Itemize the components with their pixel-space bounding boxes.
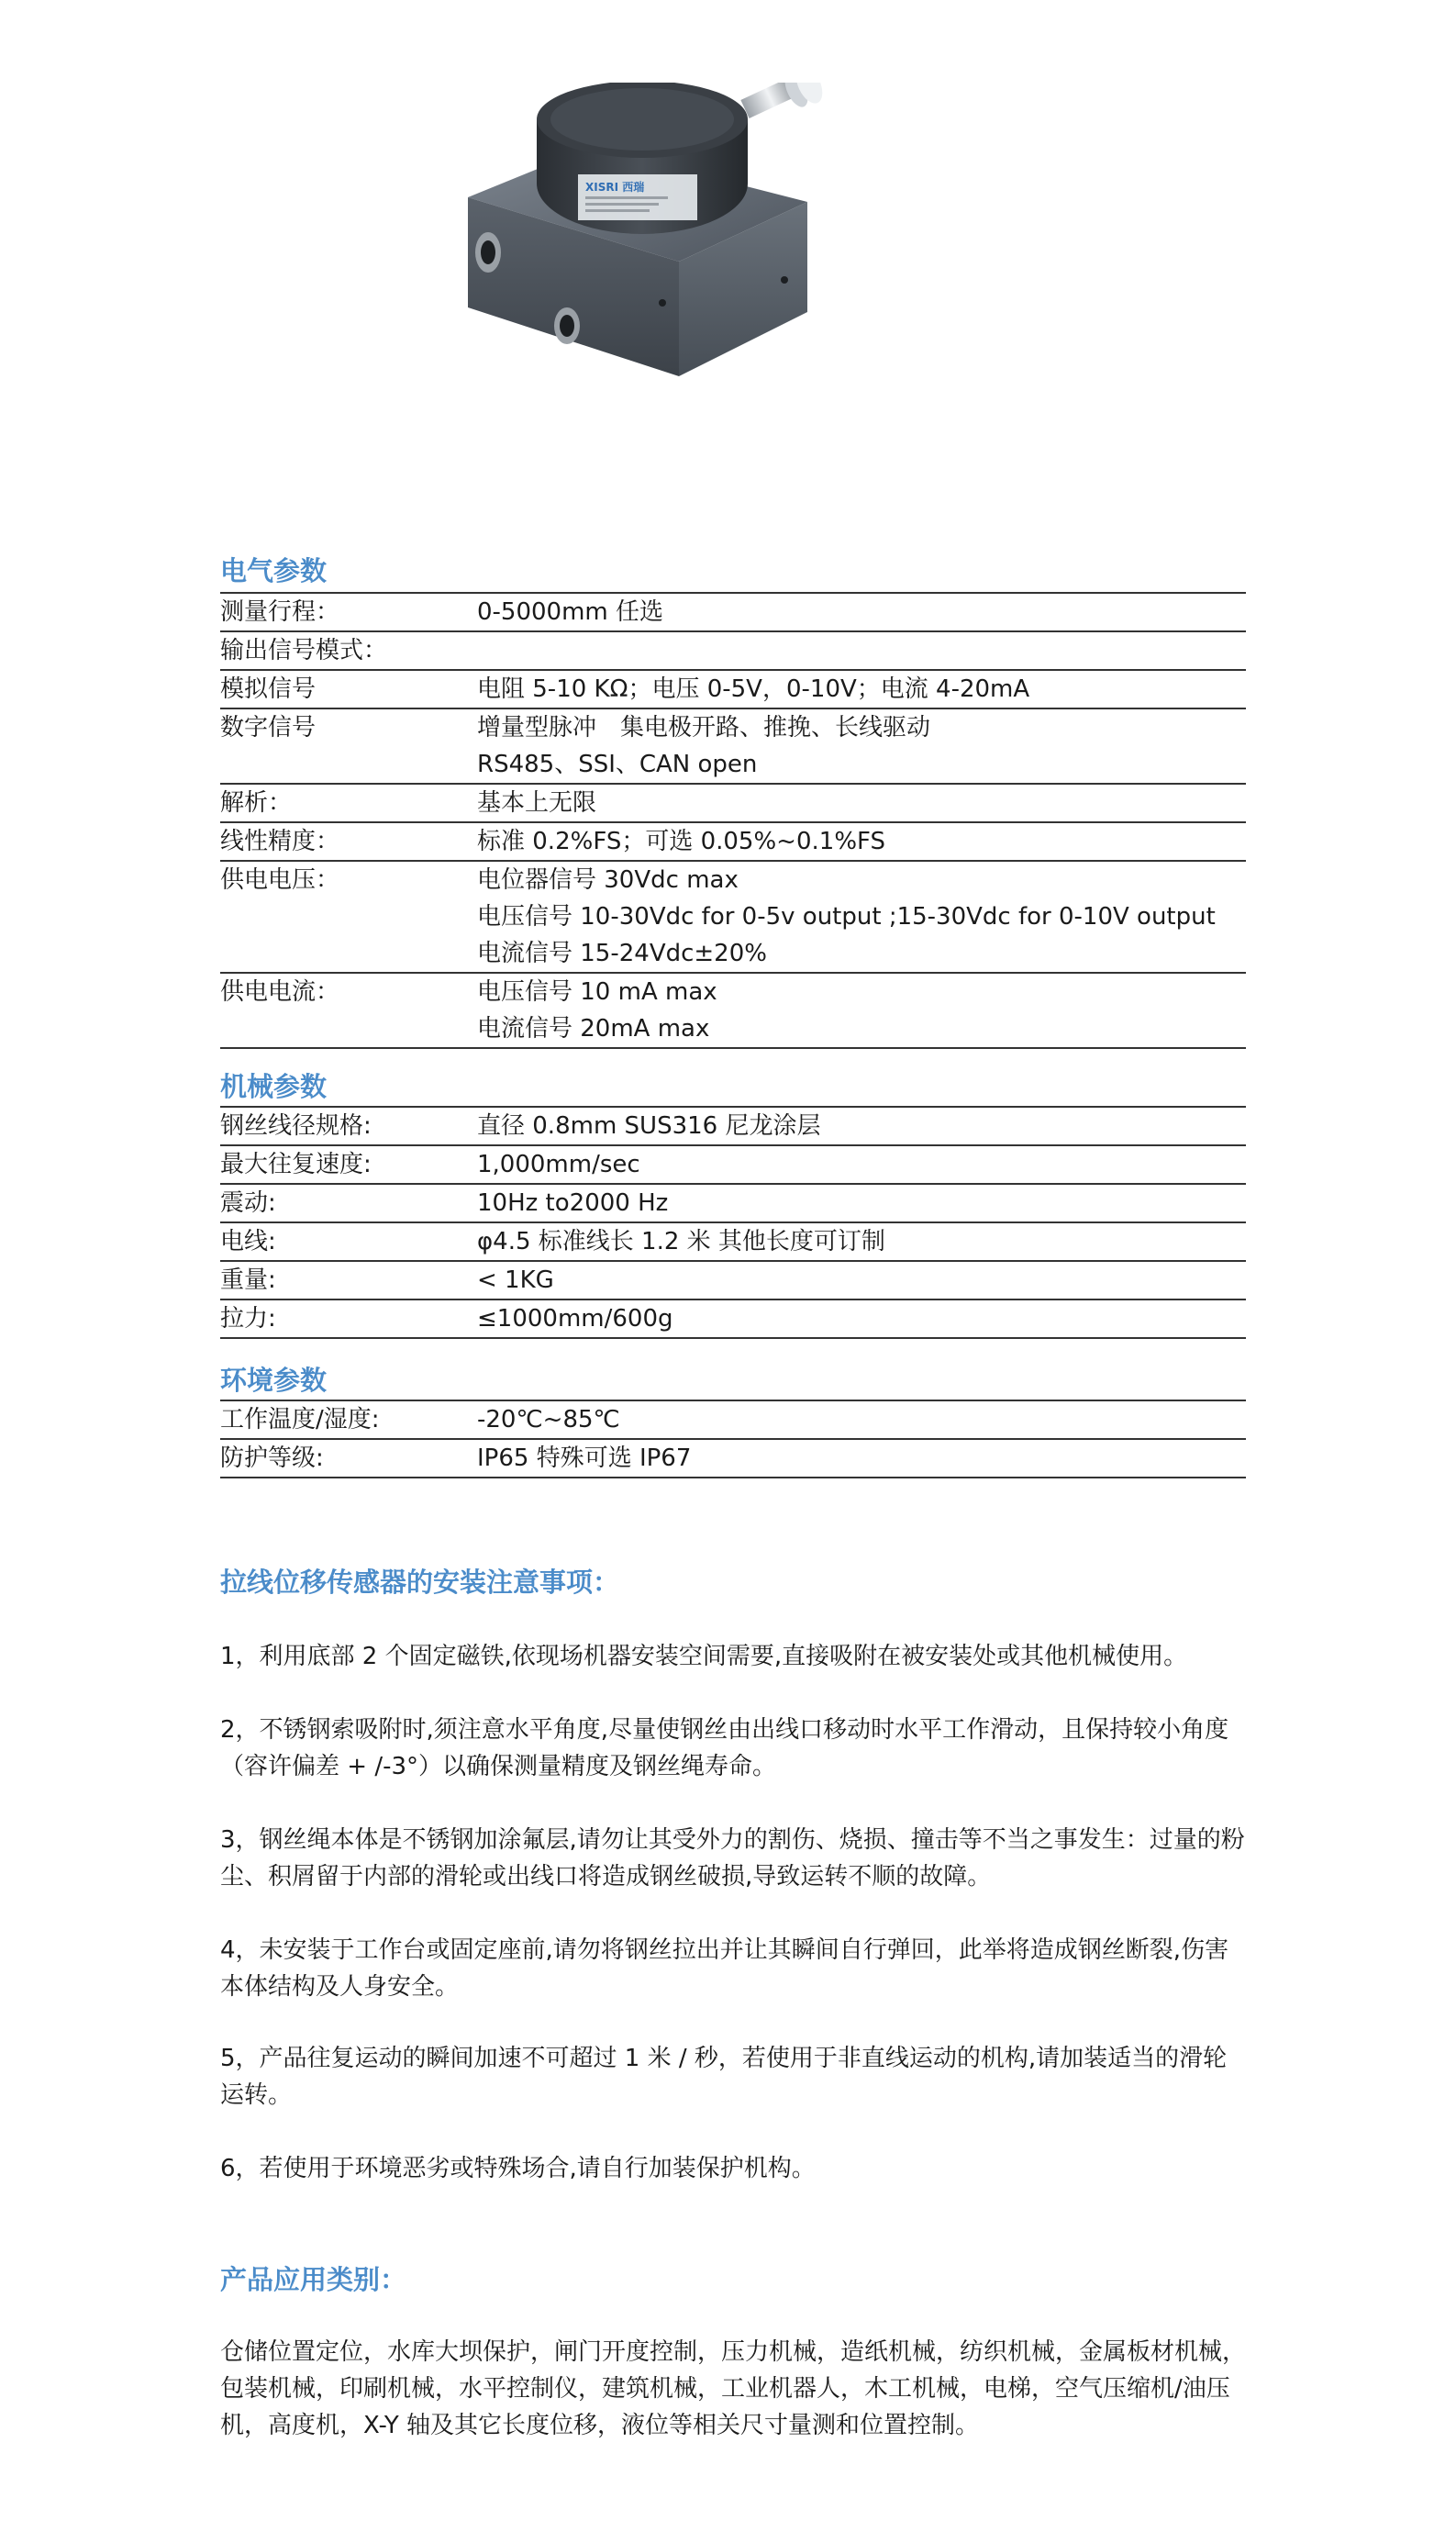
spec-key: 数字信号 — [220, 714, 317, 742]
spec-row — [220, 784, 1246, 822]
spec-value-line: -20℃~85℃ — [477, 1406, 620, 1433]
spec-row — [220, 631, 1246, 670]
spec-row — [220, 1261, 1246, 1299]
spec-row — [220, 1299, 1246, 1338]
install-item: 5，产品往复运动的瞬间加速不可超过 1 米 / 秒，若使用于非直线运动的机构,请加装适当的滑轮运转。 — [220, 2045, 1228, 2109]
spec-value-line: RS485、SSI、CAN open — [477, 751, 758, 778]
spec-key: 模拟信号 — [220, 675, 317, 703]
spec-value-line: 基本上无限 — [477, 789, 597, 817]
spec-value — [477, 708, 1246, 784]
spec-value-line: 电压信号 10 mA max — [477, 978, 717, 1006]
spec-value-line: 0-5000mm 任选 — [477, 598, 664, 626]
spec-key: 解析： — [220, 789, 293, 817]
spec-value-line: 电阻 5-10 KΩ；电压 0-5V，0-10V；电流 4-20mA — [477, 675, 1030, 703]
spec-value — [477, 1184, 1246, 1222]
spec-row — [220, 708, 1246, 784]
spec-value-line: < 1KG — [477, 1266, 554, 1294]
spec-value — [477, 1107, 1246, 1145]
mechanical-title: 机械参数 — [220, 1071, 328, 1102]
spec-value — [477, 1261, 1246, 1299]
spec-value — [477, 973, 1246, 1048]
spec-value — [477, 1299, 1246, 1338]
spec-value-line: ≤1000mm/600g — [477, 1305, 673, 1333]
spec-key: 重量: — [220, 1266, 276, 1294]
electrical-table — [220, 592, 1246, 1049]
spec-value — [477, 1222, 1246, 1261]
spec-key: 工作温度/湿度: — [220, 1406, 380, 1433]
spec-value — [477, 822, 1246, 861]
install-item: 3，钢丝绳本体是不锈钢加涂氟层,请勿让其受外力的割伤、烧损、撞击等不当之事发生：过量的粉尘、积屑留于内部的滑轮或出线口将造成钢丝破损,导致运转不顺的故障。 — [220, 1826, 1245, 1891]
mechanical-table — [220, 1106, 1246, 1339]
spec-key: 供电电流： — [220, 978, 340, 1006]
spec-key: 供电电压： — [220, 866, 340, 894]
install-item: 6，若使用于环境恶劣或特殊场合,请自行加装保护机构。 — [220, 2155, 816, 2182]
spec-value — [477, 861, 1246, 973]
spec-value — [477, 1400, 1246, 1439]
spec-key: 电线: — [220, 1228, 276, 1255]
spec-value-line: 1,000mm/sec — [477, 1151, 640, 1178]
spec-row — [220, 1222, 1246, 1261]
spec-value — [477, 670, 1246, 708]
spec-value-line: 电压信号 10-30Vdc for 0-5v output ;15-30Vdc for 0-10V output — [477, 903, 1216, 931]
spec-value-line: 标准 0.2%FS；可选 0.05%~0.1%FS — [477, 828, 886, 855]
environment-title: 环境参数 — [220, 1365, 328, 1396]
spec-key: 线性精度： — [220, 828, 340, 855]
applications-title: 产品应用类别： — [220, 2264, 407, 2295]
spec-row — [220, 670, 1246, 708]
spec-row — [220, 1107, 1246, 1145]
spec-row — [220, 1145, 1246, 1184]
spec-key: 拉力: — [220, 1305, 276, 1333]
spec-value-line: IP65 特殊可选 IP67 — [477, 1444, 692, 1472]
install-title: 拉线位移传感器的安装注意事项： — [220, 1567, 620, 1598]
spec-key: 防护等级: — [220, 1444, 324, 1472]
spec-value — [477, 1145, 1246, 1184]
install-item: 4，未安装于工作台或固定座前,请勿将钢丝拉出并让其瞬间自行弹回，此举将造成钢丝断裂,伤害本体结构及人身安全。 — [220, 1936, 1229, 2001]
install-item: 1，利用底部 2 个固定磁铁,依现场机器安装空间需要,直接吸附在被安装处或其他机械使用。 — [220, 1643, 1188, 1670]
spec-value-line: 电位器信号 30Vdc max — [477, 866, 739, 894]
spec-value-line — [477, 632, 1246, 669]
spec-value-line: 增量型脉冲 集电极开路、推挽、长线驱动 — [477, 714, 931, 742]
spec-value — [477, 593, 1246, 631]
spec-key: 测量行程： — [220, 598, 340, 626]
spec-key: 震动: — [220, 1189, 276, 1217]
spec-key: 最大往复速度: — [220, 1151, 372, 1178]
spec-value — [477, 631, 1246, 670]
spec-row — [220, 1184, 1246, 1222]
install-item: 2，不锈钢索吸附时,须注意水平角度,尽量使钢丝由出线口移动时水平工作滑动，且保持较小角度（容许偏差 + /-3°）以确保测量精度及钢丝绳寿命。 — [220, 1716, 1229, 1780]
environment-table — [220, 1400, 1246, 1478]
applications-text: 仓储位置定位，水库大坝保护，闸门开度控制，压力机械，造纸机械，纺织机械，金属板材机械，包装机械，印刷机械，水平控制仪，建筑机械，工业机器人，木工机械，电梯，空气压缩机/油压机，高度机，X-Y 轴及其它长度位移，液位等相关尺寸量测和位置控制。 — [220, 2338, 1247, 2439]
spec-value-line: 10Hz to2000 Hz — [477, 1189, 669, 1217]
spec-row — [220, 1400, 1246, 1439]
spec-value-line: 直径 0.8mm SUS316 尼龙涂层 — [477, 1112, 821, 1140]
spec-value-line: 电流信号 15-24Vdc±20% — [477, 940, 767, 967]
spec-value-line: 电流信号 20mA max — [477, 1015, 710, 1043]
spec-value — [477, 1439, 1246, 1478]
spec-row — [220, 822, 1246, 861]
svg-text:XISRI 西瑞: XISRI 西瑞 — [585, 181, 645, 194]
electrical-title: 电气参数 — [220, 555, 328, 586]
spec-row — [220, 1439, 1246, 1478]
spec-row — [220, 973, 1246, 1048]
spec-row — [220, 861, 1246, 973]
spec-value — [477, 784, 1246, 822]
spec-key: 输出信号模式： — [220, 637, 388, 664]
spec-key: 钢丝线径规格: — [220, 1112, 372, 1140]
spec-value-line: φ4.5 标准线长 1.2 米 其他长度可订制 — [477, 1228, 885, 1255]
spec-row — [220, 593, 1246, 631]
product-photo — [450, 83, 844, 413]
